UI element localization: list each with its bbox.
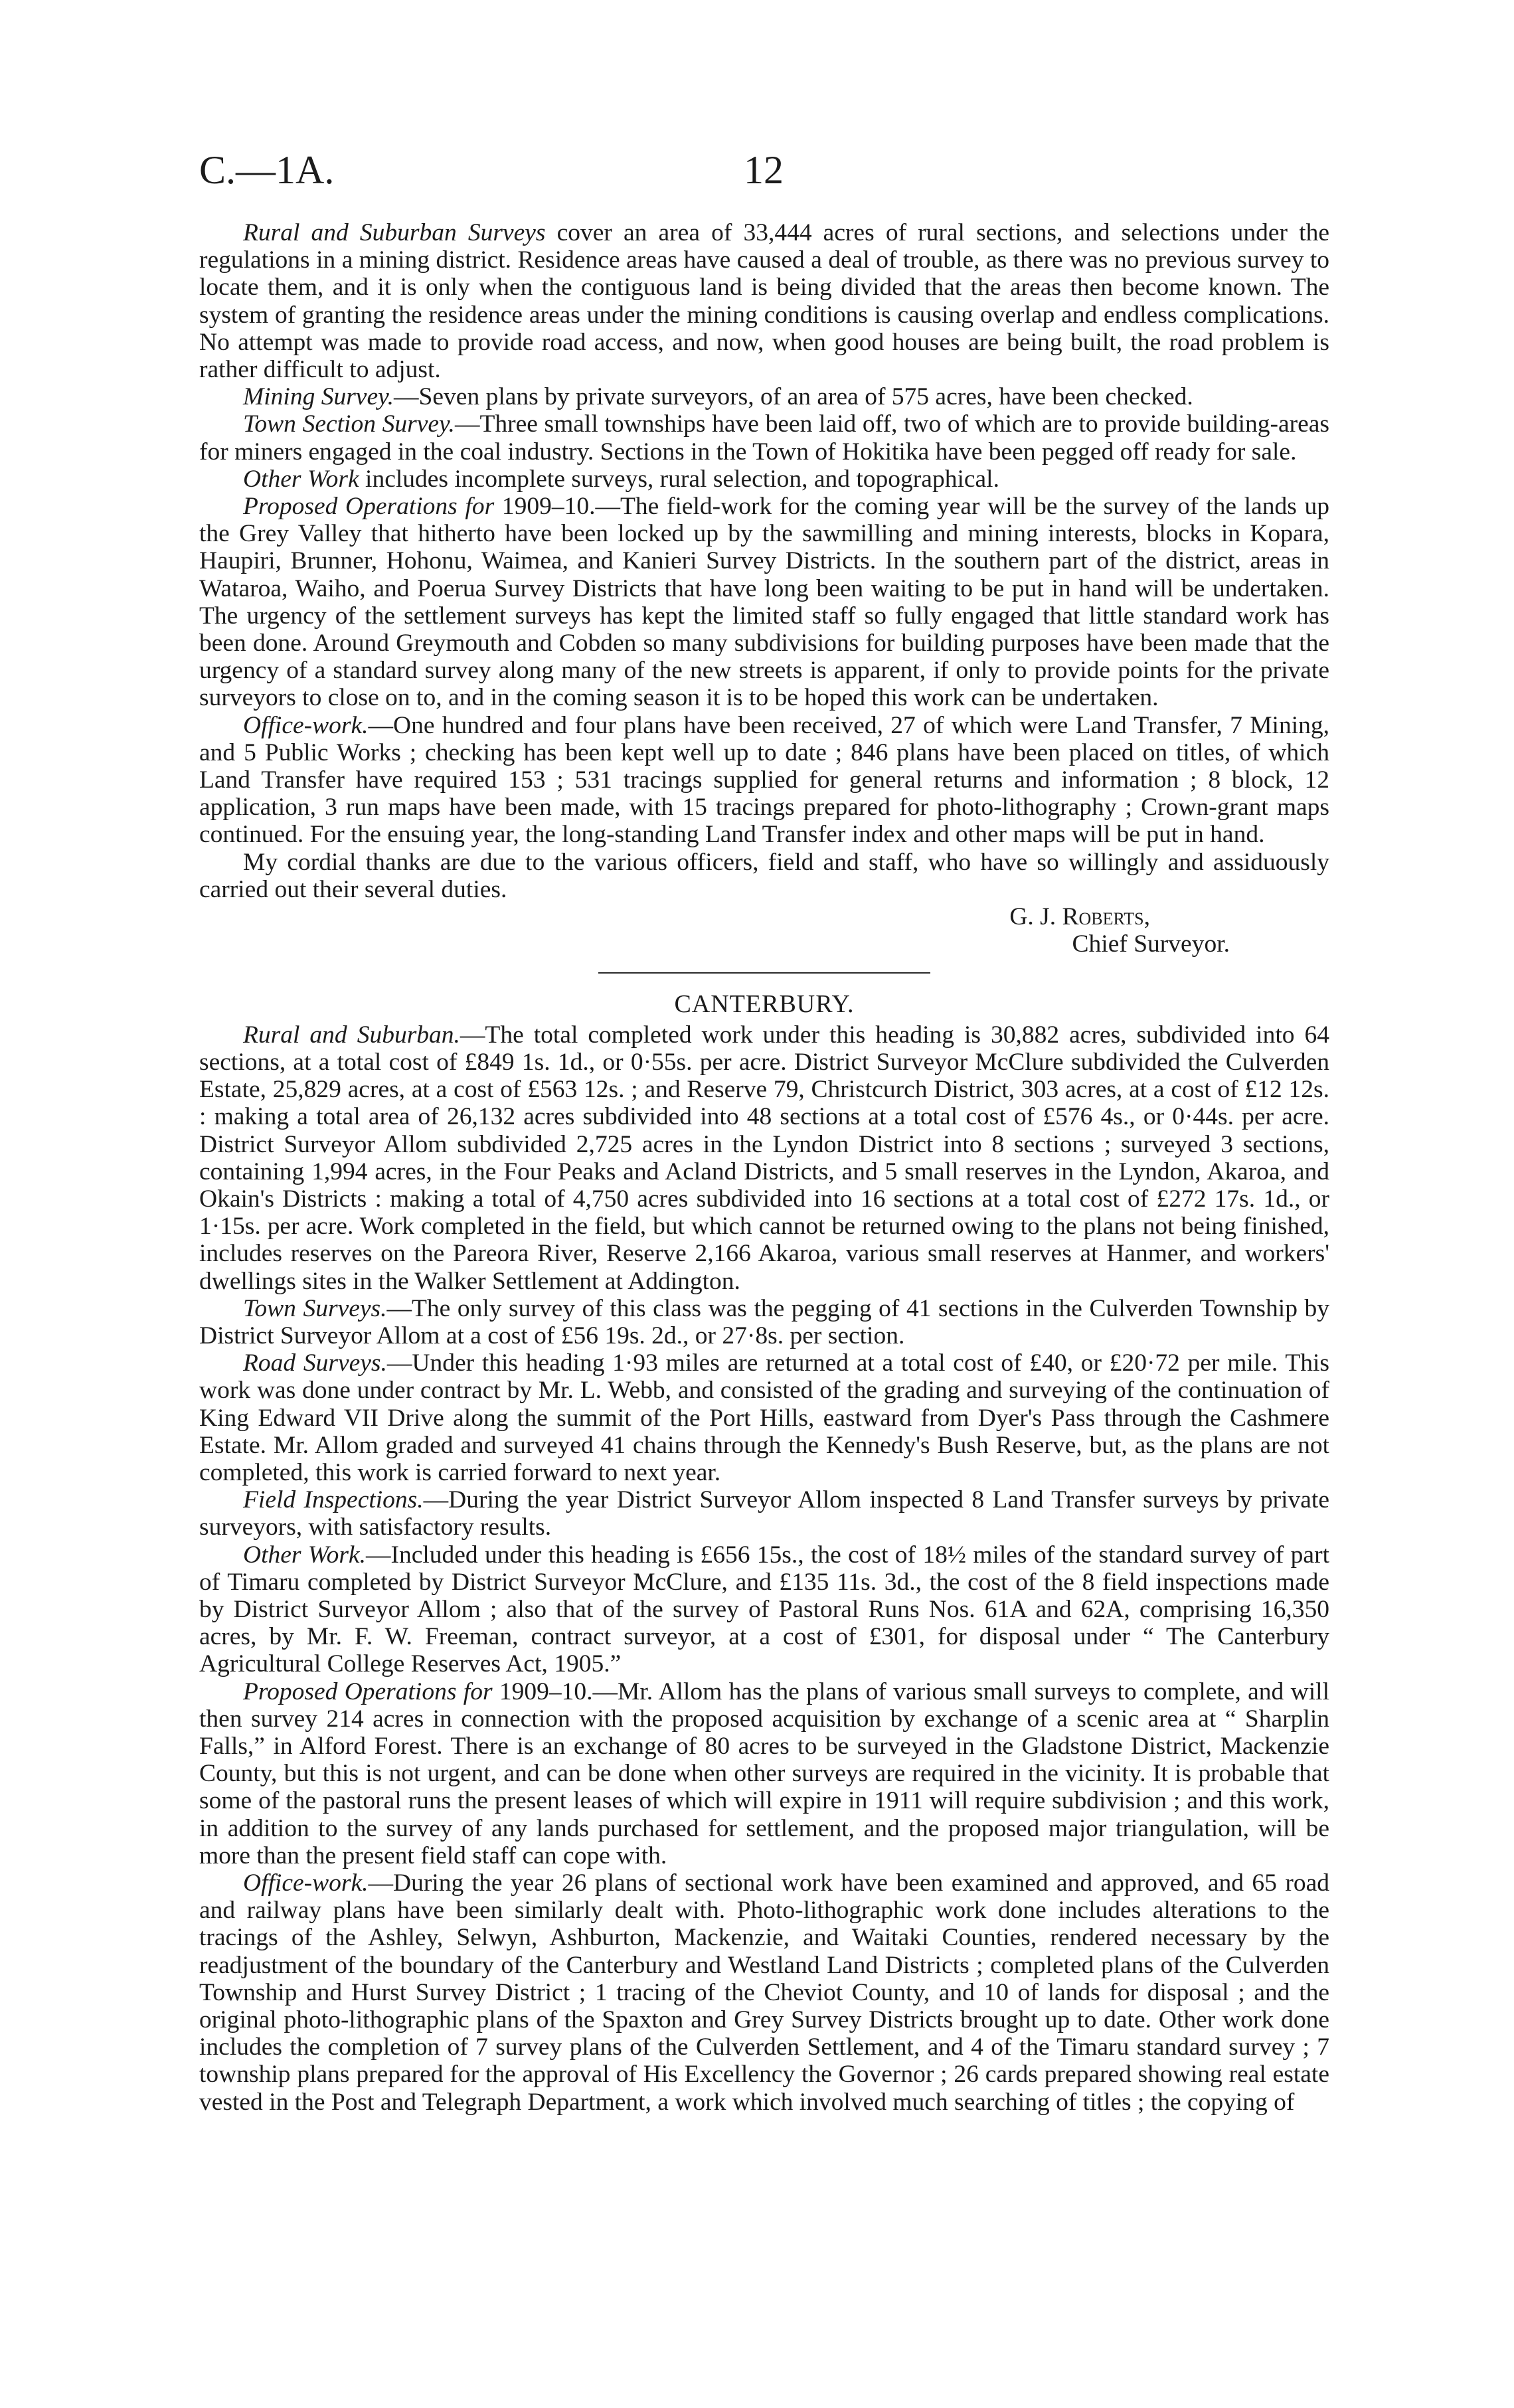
paragraph-mining-survey — [199, 383, 1329, 410]
paragraph-lead: Rural and Suburban Surveys — [243, 219, 546, 246]
paragraph-lead: Other Work. — [243, 1541, 366, 1569]
paragraph-road-surveys — [199, 1349, 1329, 1486]
signature-name: G. J. Roberts, — [1009, 903, 1150, 931]
paragraph-text: —Seven plans by private surveyors, of an area of 575 acres, have been checked. — [394, 383, 1193, 411]
paragraph-lead: Proposed Operations for — [243, 493, 495, 521]
paragraph-text: 1909–10.—Mr. Allom has the plans of various small surveys to complete, and will then survey 214 acres in connection with the proposed acquisition by exchange of a scenic area at “ Sharplin Falls,” in Alford Forest. There is an exchange of 80 acres to be surveyed in the Gladstone District, Mackenzie County, but this is not urgent, and can be done when other surveys are required in the vicinity. It is probable that some of the pastoral runs the present leases of which will expire in 1911 will require subdivision ; and this work, in addition to the survey of any lands purchased for settlement, and the proposed major triangulation, will be more than the present field staff can cope with. — [199, 1677, 1329, 1869]
paragraph-rural-suburban-surveys — [199, 219, 1329, 383]
paragraph-town-surveys — [199, 1295, 1329, 1349]
paragraph-text: 1909–10.—The field-work for the coming year will be the survey of the lands up the Grey Valley that hitherto have been locked up by the sawmilling and mining interests, blocks in Kopara, Haupiri, Brunner, Hohonu, Waimea, and Kanieri Survey Districts. In the southern part of the district, areas in Wataroa, Waiho, and Poerua Survey Districts that have long been waiting to be put in hand will be undertaken. The urgency of the settlement surveys has kept the limited staff so fully engaged that little standard work has been done. Around Greymouth and Cobden so many subdivisions for building purposes have been made that the urgency of a standard survey along many of the new streets is apparent, if only to provide points for the private surveyors to close on to, and in the coming season it is to be hoped this work can be undertaken. — [199, 493, 1330, 712]
paragraph-lead: Proposed Operations for — [243, 1677, 493, 1705]
paragraph-proposed-operations-canterbury — [199, 1678, 1329, 1869]
paragraph-field-inspections — [199, 1486, 1329, 1541]
paragraph-text: —One hundred and four plans have been received, 27 of which were Land Transfer, 7 Mining, and 5 Public Works ; checking has been kept well up to date ; 846 plans have been placed on titles, of which Land Transfer have required 153 ; 531 tracings supplied for general returns and information ; 8 block, 12 application, 3 run maps have been made, with 15 tracings prepared for photo-lithography ; Crown-grant maps continued. For the ensuing year, the long-standing Land Transfer index and other maps will be put in hand. — [199, 711, 1329, 849]
paragraph-lead: Town Section Survey. — [243, 410, 455, 438]
paragraph-other-work — [199, 466, 1329, 493]
section-divider — [598, 972, 930, 974]
paragraph-office-work — [199, 712, 1329, 849]
section-reference: C.—1A. — [199, 148, 335, 192]
paragraph-office-work-canterbury — [199, 1869, 1329, 2116]
page-header — [0, 147, 1514, 207]
paragraph-text: —During the year District Surveyor Allom inspected 8 Land Transfer surveys by private surveyors, with satisfactory results. — [199, 1486, 1329, 1541]
report-body — [199, 219, 1329, 2116]
paragraph-lead: Field Inspections. — [243, 1486, 424, 1514]
paragraph-text: —The total completed work under this heading is 30,882 acres, subdivided into 64 sections, at a total cost of £849 1s. 1d., or 0·55s. per acre. District Surveyor McClure subdivided the Culverden Estate, 25,829 acres, at a cost of £563 12s. ; and Reserve 79, Christcurch District, 303 acres, at a cost of £12 12s. : making a total area of 26,132 acres subdivided into 48 sections at a total cost of £576 4s., or 0·44s. per acre. District Surveyor Allom subdivided 2,725 acres in the Lyndon District into 8 sections ; surveyed 3 sections, containing 1,994 acres, in the Four Peaks and Acland Districts, and 5 small reserves in the Lyndon, Akaroa, and Okain's Districts : making a total of 4,750 acres subdivided into 16 sections at a total cost of £272 17s. 1d., or 1·15s. per acre. Work completed in the field, but which cannot be returned owing to the plans not being finished, includes reserves on the Pareora River, Reserve 2,166 Akaroa, various small reserves at Hanmer, and workers' dwellings sites in the Walker Settlement at Addington. — [199, 1021, 1330, 1295]
paragraph-text: —The only survey of this class was the pegging of 41 sections in the Culverden Township by District Surveyor Allom at a cost of £56 19s. 2d., or 27·8s. per section. — [199, 1294, 1329, 1349]
paragraph-lead: Office-work. — [243, 1869, 369, 1897]
paragraph-lead: Office-work. — [243, 711, 369, 739]
paragraph-text: —During the year 26 plans of sectional work have been examined and approved, and 65 road and railway plans have been similarly dealt with. Photo-lithographic work done includes alterations to the tracings of the Ashley, Selwyn, Ashburton, Mackenzie, and Waitaki Counties, rendered necessary by the readjustment of the boundary of the Canterbury and Westland Land Districts ; completed plans of the Culverden Township and Hurst Survey District ; 1 tracing of the Cheviot County, and 10 of lands for disposal ; and the original photo-lithographic plans of the Spaxton and Grey Survey Districts brought up to date. Other work done includes the completion of 7 survey plans of the Culverden Settlement, and 4 of the Timaru standard survey ; 7 township plans prepared for the approval of His Excellency the Governor ; 26 cards prepared showing real estate vested in the Post and Telegraph Department, a work which involved much searching of titles ; the copying of — [199, 1869, 1329, 2116]
paragraph-text: —Included under this heading is £656 15s., the cost of 18½ miles of the standard survey of part of Timaru completed by District Surveyor McClure, and £135 11s. 3d., the cost of the 8 field inspections made by District Surveyor Allom ; also that of the survey of Pastoral Runs Nos. 61A and 62A, comprising 16,350 acres, by Mr. F. W. Freeman, contract surveyor, at a cost of £301, for disposal under “ The Canterbury Agricultural College Reserves Act, 1905.” — [199, 1541, 1329, 1678]
paragraph-rural-suburban — [199, 1021, 1329, 1295]
paragraph-other-work-canterbury — [199, 1541, 1329, 1678]
paragraph-lead: Town Surveys. — [243, 1294, 387, 1322]
paragraph-text: —Under this heading 1·93 miles are returned at a total cost of £40, or £20·72 per mile. This work was done under contract by Mr. L. Webb, and consisted of the grading and surveying of the continuation of King Edward VII Drive along the summit of the Port Hills, eastward from Dyer's Pass through the Cashmere Estate. Mr. Allom graded and surveyed 41 chains through the Kennedy's Bush Reserve, but, as the plans are not completed, this work is carried forward to next year. — [199, 1349, 1330, 1486]
page-number: 12 — [744, 148, 784, 192]
paragraph-lead: Rural and Suburban. — [243, 1021, 460, 1049]
paragraph-text: —Three small townships have been laid off, two of which are to provide building-areas for miners engaged in the coal industry. Sections in the Town of Hokitika have been pegged off ready for sale. — [199, 410, 1329, 466]
section-heading-canterbury: CANTERBURY. — [674, 990, 855, 1019]
paragraph-proposed-operations — [199, 493, 1329, 712]
paragraph-text: cover an area of 33,444 acres of rural sections, and selections under the regulations in a mining district. Residence areas have caused a deal of trouble, as there was no previous survey to locate them, and it is only when the contiguous land is being divided that the areas then become known. The system of granting the residence areas under the mining conditions is causing overlap and endless complications. No attempt was made to provide road access, and now, when good houses are being built, the road problem is rather difficult to adjust. — [199, 219, 1329, 384]
signature-title: Chief Surveyor. — [1072, 930, 1230, 958]
paragraph-thanks: My cordial thanks are due to the various officers, field and staff, who have so willingly and assiduously carried out their several duties. — [199, 848, 1329, 903]
paragraph-lead: Other Work — [243, 465, 359, 493]
paragraph-lead: Road Surveys. — [243, 1349, 387, 1377]
paragraph-town-section-survey — [199, 410, 1329, 465]
paragraph-lead: Mining Survey. — [243, 383, 394, 411]
signature-block — [199, 903, 1329, 958]
paragraph-text: includes incomplete surveys, rural selection, and topographical. — [359, 465, 999, 493]
